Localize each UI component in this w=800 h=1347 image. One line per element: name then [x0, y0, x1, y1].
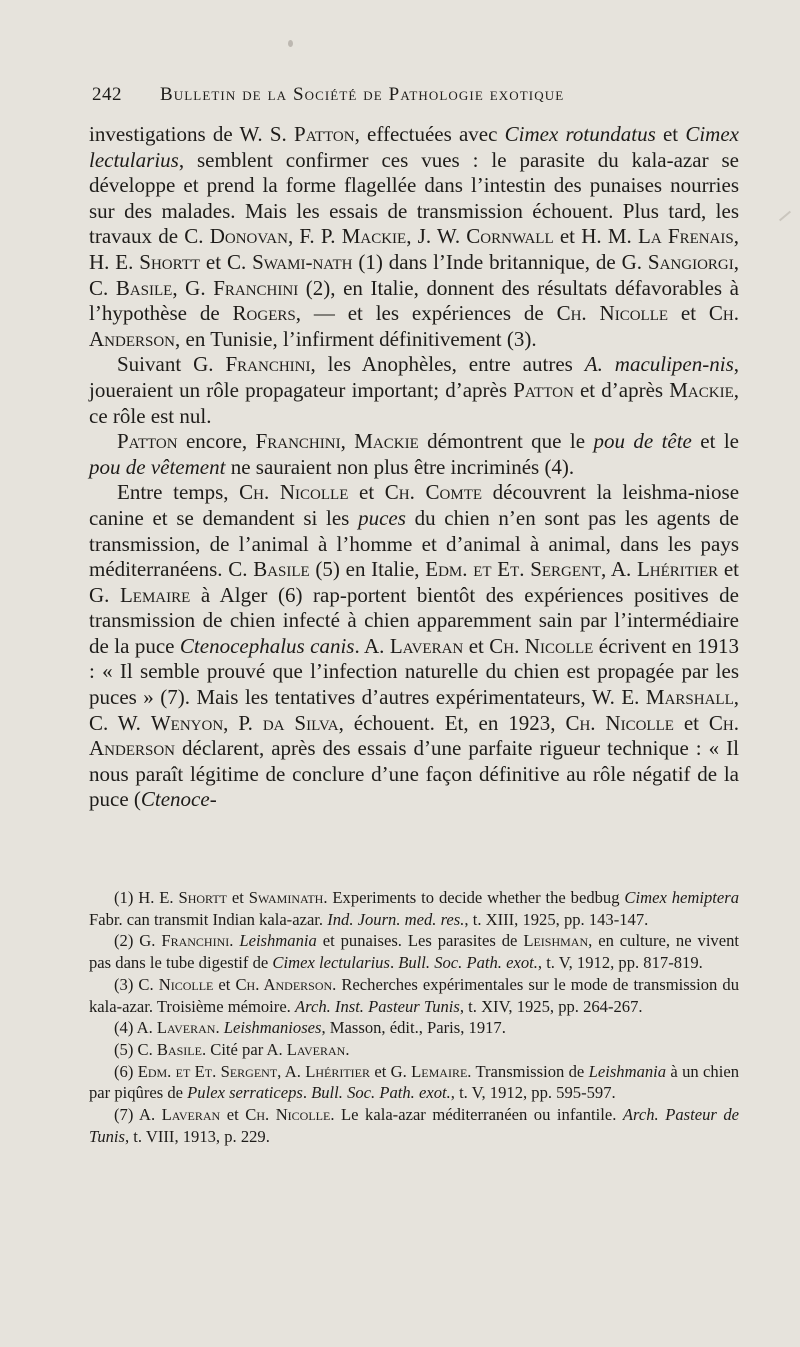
footnote-2: (2) G. Franchini. Leishmania et punaises. Les parasites de Leishman, en culture, ne vivent pas dans le tube digestif de Cimex lectularius. Bull. Soc. Path. exot., t. V, 1912, pp. 817-819. [89, 931, 740, 973]
running-header [92, 84, 712, 106]
footnote-6: (6) Edm. et Et. Sergent, A. Lhéritier et G. Lemaire. Transmission de Leishmania à un chien par piqûres de Pulex serraticeps. Bull. Soc. Path. exot., t. V, 1912, pp. 595-597. [89, 1061, 739, 1103]
paragraph-3: Patton encore, Franchini, Mackie démontrent que le pou de tête et le pou de vêtement ne sauraient non plus être incriminés (4). [89, 429, 739, 479]
paragraph-1: investigations de W. S. Patton, effectuées avec Cimex rotundatus et Cimex lectularius, semblent confirmer ces vues : le parasite du kala-azar se développe et prend la forme flagellée dans l’intestin des punaises nourries sur des malades. Mais les essais de transmission échouent. Plus tard, les travaux de C. Donovan, F. P. Mackie, J. W. Cornwall et H. M. La Frenais, H. E. Shortt et C. Swami-nath (1) dans l’Inde britannique, de G. Sangiorgi, C. Basile, G. Franchini (2), en Italie, donnent des résultats défavorables à l’hypothèse de Rogers, — et les expériences de Ch. Nicolle et Ch. Anderson, en Tunisie, l’infirment définitivement (3). [89, 122, 740, 351]
footnote-5: (5) C. Basile. Cité par A. Laveran. [114, 1039, 350, 1059]
running-title: Bulletin de la Société de Pathologie exotique [160, 84, 565, 105]
pencil-mark [779, 211, 791, 222]
ink-spot [288, 40, 293, 47]
paragraph-4: Entre temps, Ch. Nicolle et Ch. Comte découvrent la leishma-niose canine et se demandent si les puces du chien n’en sont pas les agents de transmission, de l’animal à l’homme et d’animal à animal, dans les pays méditerranéens. C. Basile (5) en Italie, Edm. et Et. Sergent, A. Lhéritier et G. Lemaire à Alger (6) rap-portent bientôt des expériences positives de transmission de chien infecté à chien apparemment sain par l’intermédiaire de la puce Ctenocephalus canis. A. Laveran et Ch. Nicolle écrivent en 1913 : « Il semble prouvé que l’infection naturelle du chien est propagée par les puces » (7). Mais les tentatives d’autres expérimentateurs, W. E. Marshall, C. W. Wenyon, P. da Silva, échouent. Et, en 1923, Ch. Nicolle et Ch. Anderson déclarent, après des essais d’une parfaite rigueur technique : « Il nous paraît légitime de conclure d’une façon définitive au rôle négatif de la puce (Ctenoce- [89, 480, 740, 812]
main-text [89, 122, 739, 813]
page-number: 242 [92, 84, 122, 105]
paragraph-2: Suivant G. Franchini, les Anophèles, entre autres A. maculipen-nis, joueraient un rôle propagateur important; d’après Patton et d’après Mackie, ce rôle est nul. [89, 352, 740, 428]
footnote-7: (7) A. Laveran et Ch. Nicolle. Le kala-azar méditerranéen ou infantile. Arch. Pasteur de Tunis, t. VIII, 1913, p. 229. [89, 1105, 740, 1146]
footnotes [89, 887, 739, 1147]
footnote-3: (3) C. Nicolle et Ch. Anderson. Recherches expérimentales sur le mode de transmission du kala-azar. Troisième mémoire. Arch. Inst. Pasteur Tunis, t. XIV, 1925, pp. 264-267. [89, 974, 739, 1016]
footnote-1: (1) H. E. Shortt et Swaminath. Experiments to decide whether the bedbug Cimex hemiptera Fabr. can transmit Indian kala-azar. Ind. Journ. med. res., t. XIII, 1925, pp. 143-147. [89, 888, 739, 929]
footnote-4: (4) A. Laveran. Leishmanioses, Masson, édit., Paris, 1917. [114, 1018, 506, 1038]
